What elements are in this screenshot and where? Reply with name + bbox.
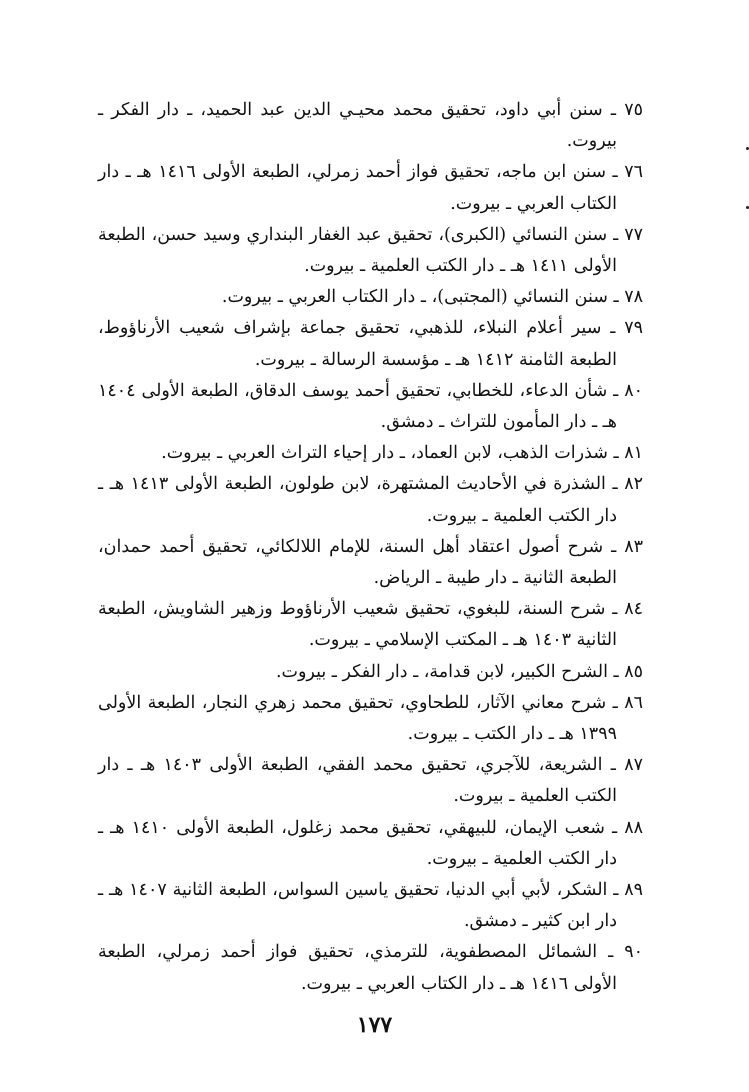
bibliography-entry-87: ٨٧ ـ الشريعة، للآجري، تحقيق محمد الفقي، الطبعة الأولى ١٤٠٣ هـ ـ دار الكتب العلمية ـ بيروت. [98,755,643,807]
bibliography-entry-84: ٨٤ ـ شرح السنة، للبغوي، تحقيق شعيب الأرناؤوط وزهير الشاويش، الطبعة الثانية ١٤٠٣ هـ ـ المكتب الإسلامي ـ بيروت. [98,599,643,651]
bibliography-entry-81: ٨١ ـ شذرات الذهب، لابن العماد، ـ دار إحياء التراث العربي ـ بيروت. [161,443,643,464]
bibliography-entry-85: ٨٥ ـ الشرح الكبير، لابن قدامة، ـ دار الفكر ـ بيروت. [275,661,643,682]
bibliography-entry-79: ٧٩ ـ سير أعلام النبلاء، للذهبي، تحقيق جماعة بإشراف شعيب الأرناؤوط، الطبعة الثامنة ١٤١٢ هـ ـ مؤسسة الرسالة ـ بيروت. [98,318,643,370]
bibliography-entry-76: ٧٦ ـ سنن ابن ماجه، تحقيق فواز أحمد زمرلي، الطبعة الأولى ١٤١٦ هـ ـ دار الكتاب العربي ـ بيروت. [98,162,644,214]
bibliography-entry-88: ٨٨ ـ شعب الإيمان، للبيهقي، تحقيق محمد زغلول، الطبعة الأولى ١٤١٠ هـ ـ دار الكتب العلمية ـ بيروت. [98,817,643,869]
bibliography-entry-83: ٨٣ ـ شرح أصول اعتقاد أهل السنة، للإمام اللالكائي، تحقيق أحمد حمدان، الطبعة الثانية ـ دار طيبة ـ الرياض. [98,536,643,589]
page-number: ١٧٧ [356,1012,393,1038]
bibliography-entry-82: ٨٢ ـ الشذرة في الأحاديث المشتهرة، لابن طولون، الطبعة الأولى ١٤١٣ هـ ـ دار الكتب العلمية ـ بيروت. [98,474,643,526]
bibliography-entry-77: ٧٧ ـ سنن النسائي (الكبرى)، تحقيق عبد الغفار البنداري وسيد حسن، الطبعة الأولى ١٤١١ هـ ـ دار الكتب العلمية ـ بيروت. [98,224,643,277]
bibliography-entry-89: ٨٩ ـ الشكر، لأبي أبي الدنيا، تحقيق ياسين السواس، الطبعة الثانية ١٤٠٧ هـ ـ دار ابن كثير ـ دمشق. [98,880,644,932]
bibliography-entry-80: ٨٠ ـ شأن الدعاء، للخطابي، تحقيق أحمد يوسف الدقاق، الطبعة الأولى ١٤٠٤ هـ ـ دار المأمون للتراث ـ دمشق. [98,380,643,433]
bibliography-entry-75: ٧٥ ـ سنن أبي داود، تحقيق محمد محيـي الدين عبد الحميد، ـ دار الفكر ـ بيروت. [98,100,643,152]
bibliography-entry-90: ٩٠ ـ الشمائل المصطفوية، للترمذي، تحقيق فواز أحمد زمرلي، الطبعة الأولى ١٤١٦ هـ ـ دار الكتاب العربي ـ بيروت. [98,942,643,994]
bibliography-entry-86: ٨٦ ـ شرح معاني الآثار، للطحاوي، تحقيق محمد زهري النجار، الطبعة الأولى ١٣٩٩ هـ ـ دار الكتب ـ بيروت. [98,692,643,745]
bibliography-list [98,95,643,1000]
bibliography-entry-78: ٧٨ ـ سنن النسائي (المجتبى)، ـ دار الكتاب العربي ـ بيروت. [221,287,643,308]
